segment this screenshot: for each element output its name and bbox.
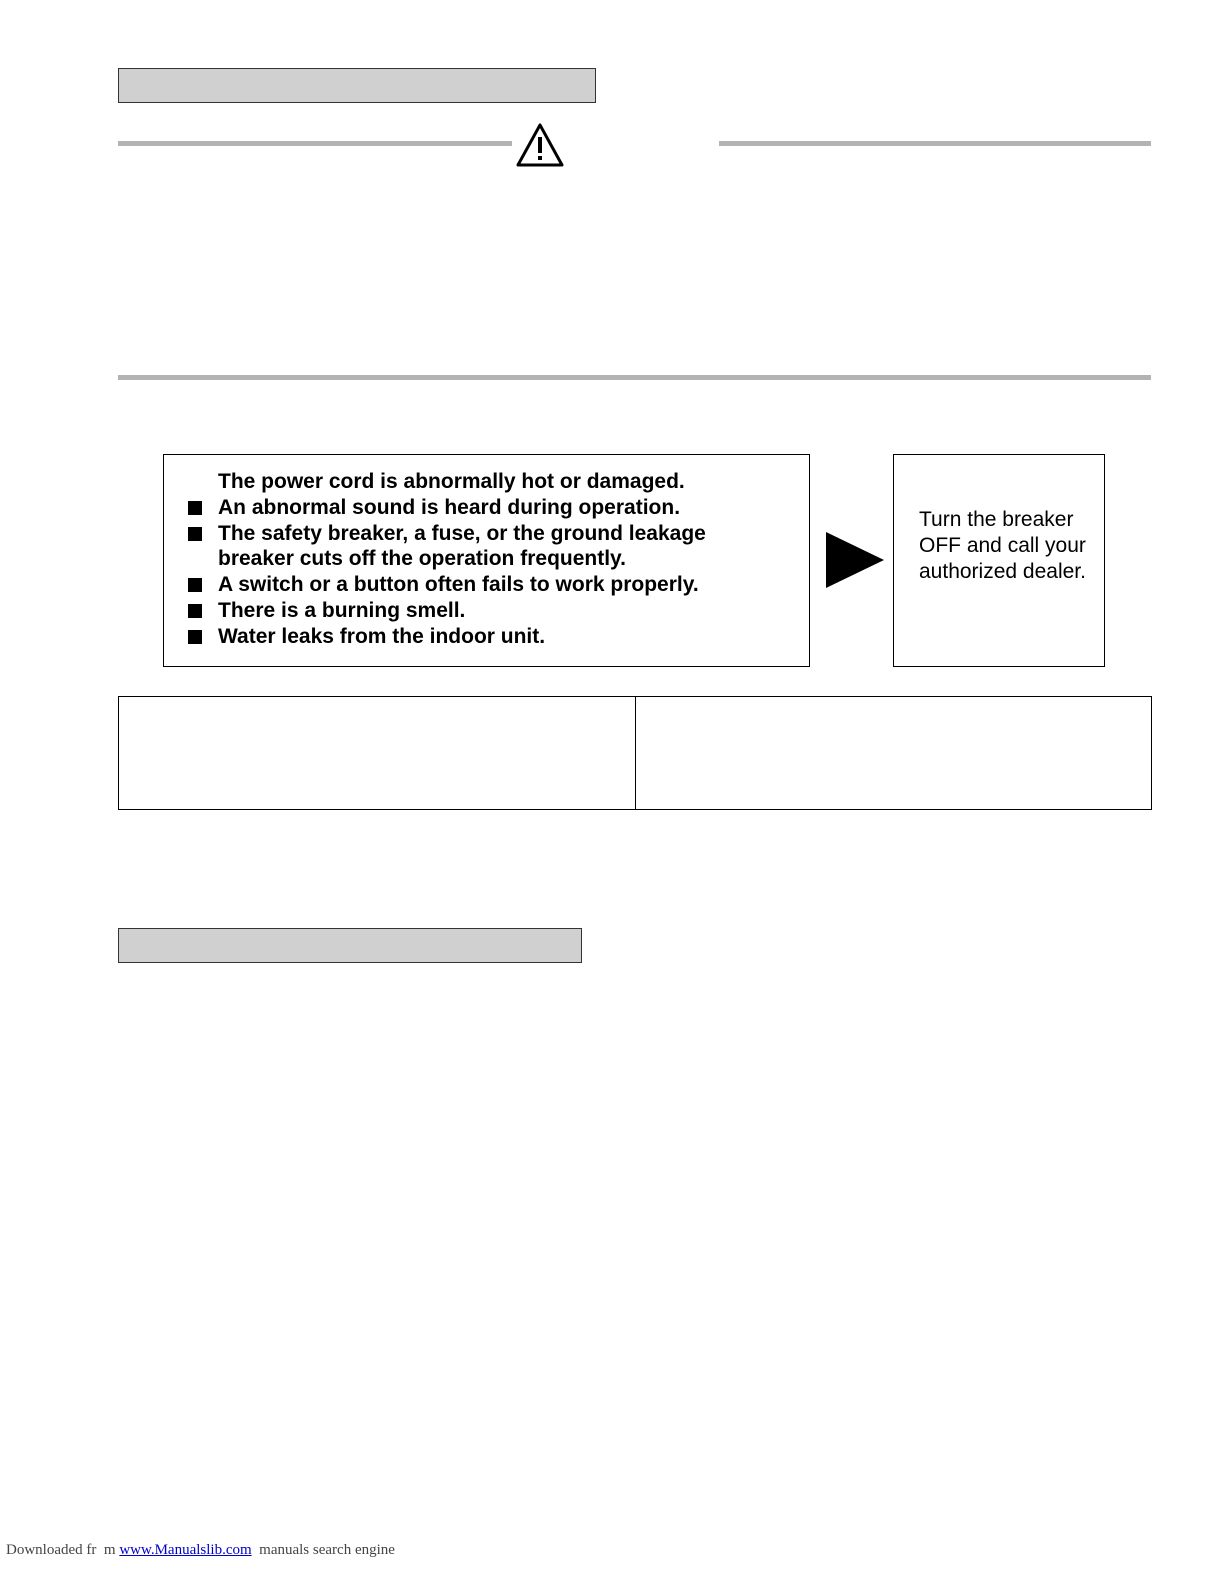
symptom-item xyxy=(186,572,706,598)
table-cell-left xyxy=(119,697,635,809)
symptoms-box xyxy=(163,454,810,667)
warning-rule-bottom xyxy=(118,375,1151,380)
arrow-right-icon xyxy=(826,532,884,588)
table-cell-right xyxy=(635,697,1152,809)
symptom-item xyxy=(186,521,706,547)
warning-rule-right xyxy=(719,141,1151,146)
symptom-item xyxy=(186,495,706,521)
footer-prefix: Downloaded fr m xyxy=(6,1542,120,1558)
symptom-text: breaker cuts off the operation frequently. xyxy=(218,547,627,571)
symptom-text: A switch or a button often fails to work properly. xyxy=(218,573,699,597)
footer-link[interactable]: www.Manualslib.com xyxy=(119,1542,252,1558)
symptom-list xyxy=(186,469,706,650)
action-box xyxy=(893,454,1105,667)
square-bullet-icon xyxy=(188,501,202,515)
footer-suffix: manuals search engine xyxy=(251,1542,395,1558)
square-bullet-icon xyxy=(188,604,202,618)
warning-rule-left xyxy=(118,141,512,146)
section-heading-bar-top xyxy=(118,68,596,103)
square-bullet-icon xyxy=(188,527,202,541)
symptom-item xyxy=(186,624,706,650)
square-bullet-icon xyxy=(188,578,202,592)
footer xyxy=(6,1542,395,1559)
symptom-text: The safety breaker, a fuse, or the ground leakage xyxy=(218,521,706,545)
symptom-text: An abnormal sound is heard during operation. xyxy=(218,495,681,519)
symptom-item xyxy=(186,469,706,495)
warning-triangle-icon xyxy=(515,122,565,168)
symptom-item xyxy=(186,546,706,572)
symptom-item xyxy=(186,598,706,624)
symptom-text: The power cord is abnormally hot or damaged. xyxy=(218,470,685,493)
section-heading-bar-bottom xyxy=(118,928,582,963)
symptom-text: Water leaks from the indoor unit. xyxy=(218,624,546,648)
square-bullet-icon xyxy=(188,630,202,644)
action-text: Turn the breaker OFF and call your authorized dealer. xyxy=(919,508,1086,583)
info-table xyxy=(118,696,1152,810)
symptom-text: There is a burning smell. xyxy=(218,598,466,622)
